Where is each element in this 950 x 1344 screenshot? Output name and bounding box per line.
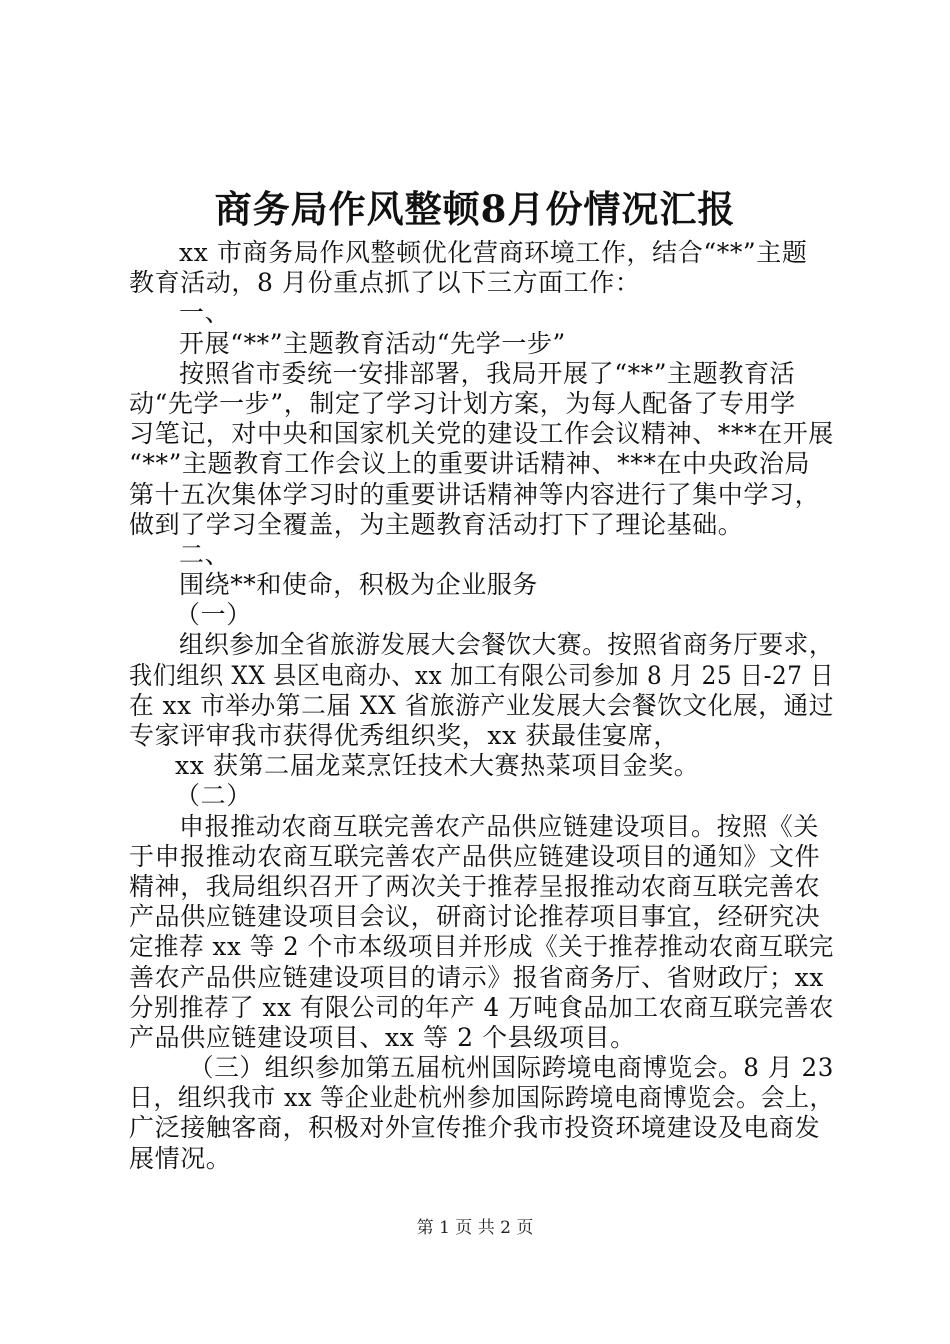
body-line: 一、 [179, 298, 231, 328]
body-line: 二、 [179, 539, 231, 569]
body-line: 精神，我局组织召开了两次关于推荐呈报推动农商互联完善农 [129, 871, 821, 901]
body-line: 组织参加全省旅游发展大会餐饮大赛。按照省商务厅要求， [179, 630, 835, 660]
body-line: 分别推荐了 xx 有限公司的年产 4 万吨食品加工农商互联完善农 [129, 992, 834, 1022]
body-line: xx 获第二届龙菜烹饪技术大赛热菜项目金奖。 [175, 751, 700, 781]
document-title: 商务局作风整顿8月份情况汇报 [214, 187, 736, 231]
body-line: （一） [175, 600, 252, 630]
body-line: 定推荐 xx 等 2 个市本级项目并形成《关于推荐推动农商互联完 [129, 932, 834, 962]
body-line: 广泛接触客商，积极对外宣传推介我市投资环境建设及电商发 [129, 1113, 821, 1143]
body-line: xx 市商务局作风整顿优化营商环境工作，结合“**”主题 [179, 238, 808, 267]
body-line: 习笔记，对中央和国家机关党的建设工作会议精神、***在开展 [129, 419, 834, 449]
body-line: 善农产品供应链建设项目的请示》报省商务厅、省财政厅；xx [129, 962, 825, 992]
body-line: 开展“**”主题教育活动“先学一步” [179, 328, 566, 358]
body-line: （三）组织参加第五届杭州国际跨境电商博览会。8 月 23 [189, 1053, 835, 1083]
body-line: 围绕**和使命，积极为企业服务 [179, 570, 539, 600]
body-line: 我们组织 XX 县区电商办、xx 加工有限公司参加 8 月 25 日-27 日 [129, 660, 835, 690]
body-line: “**”主题教育工作会议上的重要讲话精神、***在中央政治局 [129, 449, 811, 479]
body-line: 展情况。 [129, 1143, 232, 1173]
page-footer: 第 1 页 共 2 页 [416, 1218, 534, 1238]
body-line: 产品供应链建设项目会议，研商讨论推荐项目事宜，经研究决 [129, 902, 821, 932]
body-line: 教育活动，8 月份重点抓了以下三方面工作： [129, 268, 641, 298]
body-line: 申报推动农商互联完善农产品供应链建设项目。按照《关 [179, 811, 820, 841]
body-line: 专家评审我市获得优秀组织奖，xx 获最佳宴席， [129, 721, 679, 750]
body-line: 做到了学习全覆盖，为主题教育活动打下了理论基础。 [129, 509, 744, 539]
body-line: 动“先学一步”，制定了学习计划方案，为每人配备了专用学 [129, 388, 796, 418]
body-line: 按照省市委统一安排部署，我局开展了“**”主题教育活 [179, 358, 796, 388]
body-line: （二） [175, 781, 252, 811]
body-line: 于申报推动农商互联完善农产品供应链建设项目的通知》文件 [129, 841, 821, 871]
body-line: 在 xx 市举办第二届 XX 省旅游产业发展大会餐饮文化展，通过 [129, 690, 835, 720]
document-body [129, 238, 834, 1174]
body-line: 产品供应链建设项目、xx 等 2 个县级项目。 [129, 1022, 636, 1052]
body-line: 日，组织我市 xx 等企业赴杭州参加国际跨境电商博览会。会上， [129, 1083, 835, 1113]
body-line: 第十五次集体学习时的重要讲话精神等内容进行了集中学习， [129, 479, 821, 509]
